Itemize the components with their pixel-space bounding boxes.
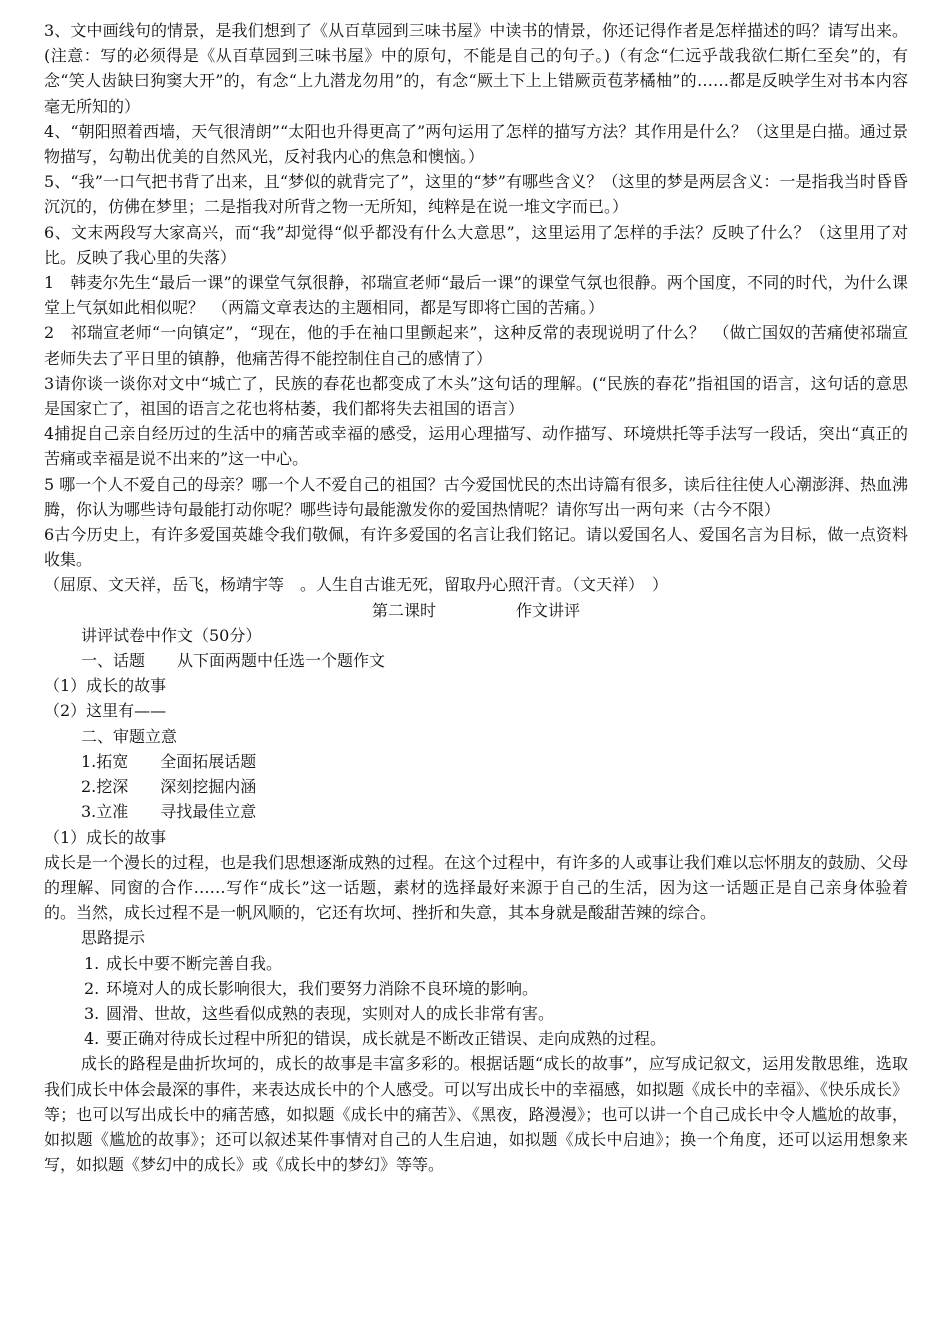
exercise-4: 4捕捉自己亲自经历过的生活中的痛苦或幸福的感受，运用心理描写、动作描写、环境烘托等手法写一段话，突出“真正的苦痛或幸福是说不出来的”这一中心。: [44, 424, 908, 469]
question-3: 3、文中画线句的情景，是我们想到了《从百草园到三味书屋》中读书的情景，你还记得作者是怎样描述的吗？请写出来。(注意：写的必须得是《从百草园到三味书屋》中的原句，不能是自己的句子。)（有念“仁远乎哉我欲仁斯仁至矣”的，有念“笑人齿缺曰狗窦大开”的，有念“上九潜龙勿用”的，有念“厥土下上上错厥贡苞茅橘柚”的……都是反映学生对书本内容毫无所知的）: [44, 21, 908, 116]
question-4: 4、“朝阳照着西墙，天气很清朗”“太阳也升得更高了”两句运用了怎样的描写方法？其作用是什么？（这里是白描。通过景物描写，勾勒出优美的自然风光，反衬我内心的焦急和懊恼。）: [44, 121, 908, 167]
question-6: 6、文末两段写大家高兴，而“我”却觉得“似乎都没有什么大意思”，这里运用了怎样的手法？反映了什么？（这里用了对比。反映了我心里的失落）: [44, 222, 908, 267]
hint-number: 2.: [84, 978, 100, 998]
review-item-1: 1.拓宽 全面拓展话题: [81, 751, 257, 771]
review-item-3: 3.立准 寻找最佳立意: [81, 802, 257, 822]
hint-item: [44, 976, 908, 1001]
exercise-1: 1 韩麦尔先生“最后一课”的课堂气氛很静，祁瑞宣老师“最后一课”的课堂气氛也很静。两个国度，不同的时代，为什么课堂上气氛如此相似呢？ （两篇文章表达的主题相同，都是写即将亡国的苦痛。）: [44, 273, 908, 318]
hint-text: 成长中要不断完善自我。: [106, 953, 283, 973]
question-5: 5、“我”一口气把书背了出来，且“梦似的就背完了”，这里的“梦”有哪些含义？（这里的梦是两层含义：一是指我当时昏昏沉沉的，仿佛在梦里；二是指我对所背之物一无所知，纯粹是在说一堆文字而已。）: [44, 172, 908, 217]
hint-item: [44, 951, 908, 976]
hint-text: 要正确对待成长过程中所犯的错误，成长就是不断改正错误、走向成熟的过程。: [106, 1029, 667, 1049]
lesson-title-left: 第二课时: [371, 600, 436, 620]
hint-item: [44, 1001, 908, 1026]
exercise-6-answer: （屈原、文天祥，岳飞，杨靖宇等 。人生自古谁无死，留取丹心照汗青。（文天祥） ）: [44, 575, 669, 595]
review-heading: 二、审题立意: [81, 726, 178, 746]
exercise-2: 2 祁瑞宣老师“一向镇定”，“现在，他的手在袖口里颤起来”，这种反常的表现说明了什么？ （做亡国奴的苦痛使祁瑞宣老师失去了平日里的镇静，他痛苦得不能控制住自己的感情了）: [44, 323, 908, 368]
lesson-title-right: 作文讲评: [516, 600, 581, 620]
exercise-5: 5 哪一个人不爱自己的母亲？哪一个人不爱自己的祖国？古今爱国忧民的杰出诗篇有很多，读后往往使人心潮澎湃、热血沸腾，你认为哪些诗句最能打动你呢？哪些诗句最能激发你的爱国热情呢？请你写出一两句来（古今不限）: [44, 474, 908, 519]
paragraph-story: 成长的路程是曲折坎坷的，成长的故事是丰富多彩的。根据话题“成长的故事”，应写成记叙文，运用发散思维，选取我们成长中体会最深的事件，来表达成长中的个人感受。可以写出成长中的幸福感，如拟题《成长中的幸福》、《快乐成长》等；也可以写出成长中的痛苦感，如拟题《成长中的痛苦》、《黑夜，路漫漫》；也可以讲一个自己成长中令人尴尬的故事，如拟题《尴尬的故事》；还可以叙述某件事情对自己的人生启迪，如拟题《成长中启迪》；换一个角度，还可以运用想象来写，如拟题《梦幻中的成长》或《成长中的梦幻》等等。: [44, 1054, 909, 1175]
hint-number: 4.: [84, 1029, 100, 1049]
topic-heading: 一、话题 从下面两题中任选一个题作文: [81, 651, 386, 671]
topic-option-2: （2）这里有——: [44, 701, 167, 721]
hint-heading: 思路提示: [81, 928, 146, 948]
hint-item: [44, 1026, 908, 1051]
sub-heading: （1）成长的故事: [44, 827, 167, 847]
hint-text: 环境对人的成长影响很大，我们要努力消除不良环境的影响。: [106, 978, 539, 998]
topic-option-1: （1）成长的故事: [44, 676, 167, 696]
hint-number: 1.: [84, 953, 100, 973]
exercise-6: 6古今历史上，有许多爱国英雄令我们敬佩，有许多爱国的名言让我们铭记。请以爱国名人、爱国名言为目标，做一点资料收集。: [44, 525, 908, 570]
review-item-2: 2.挖深 深刻挖掘内涵: [81, 777, 257, 797]
lesson-title: [44, 598, 908, 623]
paragraph-growth: 成长是一个漫长的过程，也是我们思想逐渐成熟的过程。在这个过程中，有许多的人或事让我们难以忘怀朋友的鼓励、父母的理解、同窗的合作……写作“成长”这一话题，素材的选择最好来源于自己的生活，因为这一话题正是自己亲身体验着的。当然，成长过程不是一帆风顺的，它还有坎坷、挫折和失意，其本身就是酸甜苦辣的综合。: [44, 852, 909, 923]
exercise-3: 3请你谈一谈你对文中“城亡了，民族的春花也都变成了木头”这句话的理解。(“民族的春花”指祖国的语言，这句话的意思是国家亡了，祖国的语言之花也将枯萎，我们都将失去祖国的语言）: [44, 373, 908, 419]
hint-number: 3.: [84, 1003, 100, 1023]
hint-text: 圆滑、世故，这些看似成熟的表现，实则对人的成长非常有害。: [106, 1003, 555, 1023]
lesson-intro: 讲评试卷中作文（50分）: [81, 625, 262, 645]
